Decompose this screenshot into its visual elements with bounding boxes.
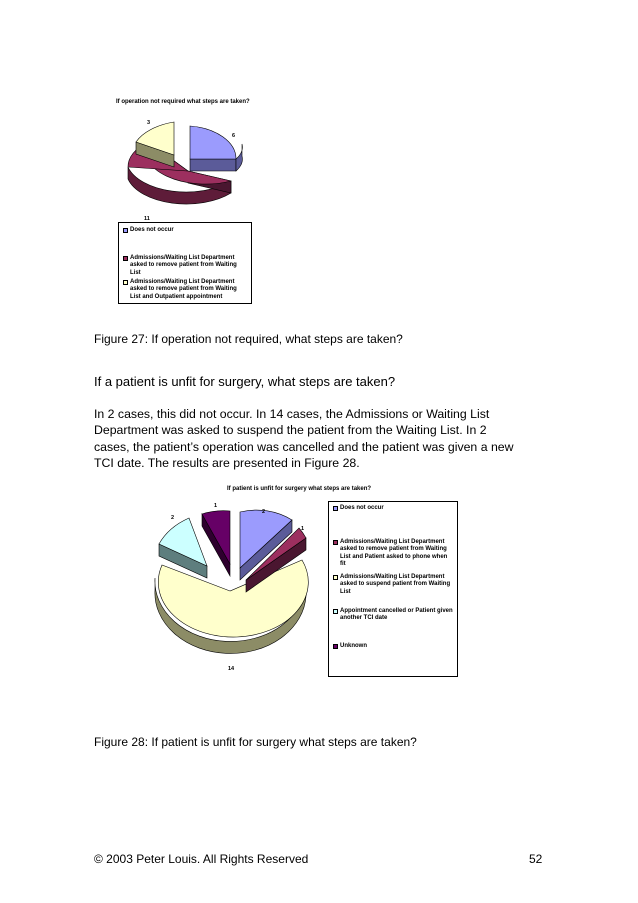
chart2-swatch-2 (333, 540, 338, 545)
chart2-swatch-5 (333, 644, 338, 649)
section-paragraph (94, 406, 544, 471)
figure27-caption: Figure 27: If operation not required, what steps are taken? (94, 332, 403, 346)
chart2-title: If patient is unfit for surgery what steps are taken? (227, 486, 372, 492)
chart2-swatch-4 (333, 609, 338, 614)
chart1-slice-top-1 (190, 126, 236, 159)
chart2-label-does-not-occur: 2 (262, 509, 266, 515)
chart1-legend-item-3: Admissions/Waiting List Department asked to remove patient from Waiting List and Outpatient appointment (123, 279, 247, 301)
chart2-swatch-3 (333, 575, 338, 580)
chart2-label-remove: 1 (301, 526, 305, 532)
chart1-label-3: 3 (147, 120, 151, 126)
chart2-legend (328, 501, 458, 677)
chart2-legend-item-3: Admissions/Waiting List Department asked to suspend patient from Waiting List (333, 574, 453, 596)
chart1-swatch-2 (123, 256, 128, 261)
chart2-slice-top-5 (202, 511, 230, 564)
figure28-caption: Figure 28: If patient is unfit for surgery what steps are taken? (94, 735, 417, 749)
chart2-label-unknown: 1 (214, 503, 218, 509)
footer-page-number: 52 (529, 852, 543, 866)
chart2-pie (152, 498, 320, 678)
chart1-pie (110, 112, 260, 224)
chart2-legend-item-4: Appointment cancelled or Patient given another TCI date (333, 608, 453, 623)
chart1-label-6: 6 (232, 133, 236, 139)
chart2-legend-item-5: Unknown (333, 643, 453, 650)
paragraph-line-3: cases, the patient’s operation was cancelled and the patient was given a new (94, 439, 514, 454)
section-heading: If a patient is unfit for surgery, what steps are taken? (94, 374, 396, 389)
chart1-slice-group (128, 122, 242, 204)
paragraph-line-4: TCI date. The results are presented in Figure 28. (94, 455, 360, 470)
chart1-slice-side-1 (190, 159, 236, 171)
chart2-label-tci: 2 (171, 515, 175, 521)
chart1-legend-item-1: Does not occur (123, 227, 247, 234)
chart1-swatch-3 (123, 280, 128, 285)
chart2-legend-item-1: Does not occur (333, 505, 453, 512)
chart2-legend-item-2: Admissions/Waiting List Department asked to remove patient from Waiting List and Patient asked to phone when fit (333, 539, 453, 569)
chart1-title: If operation not required what steps are taken? (116, 99, 250, 105)
paragraph-line-1: In 2 cases, this did not occur. In 14 cases, the Admissions or Waiting List (94, 407, 490, 421)
footer-copyright: © 2003 Peter Louis. All Rights Reserved (94, 852, 309, 866)
chart1-legend (118, 222, 252, 304)
chart1-legend-item-2: Admissions/Waiting List Department asked to remove patient from Waiting List (123, 255, 247, 277)
chart1-label-11: 11 (144, 216, 150, 222)
chart2-label-suspend: 14 (228, 666, 235, 672)
chart1-swatch-1 (123, 228, 128, 233)
paragraph-line-2: Department was asked to suspend the patient from the Waiting List. In 2 (94, 423, 487, 438)
chart2-swatch-1 (333, 506, 338, 511)
